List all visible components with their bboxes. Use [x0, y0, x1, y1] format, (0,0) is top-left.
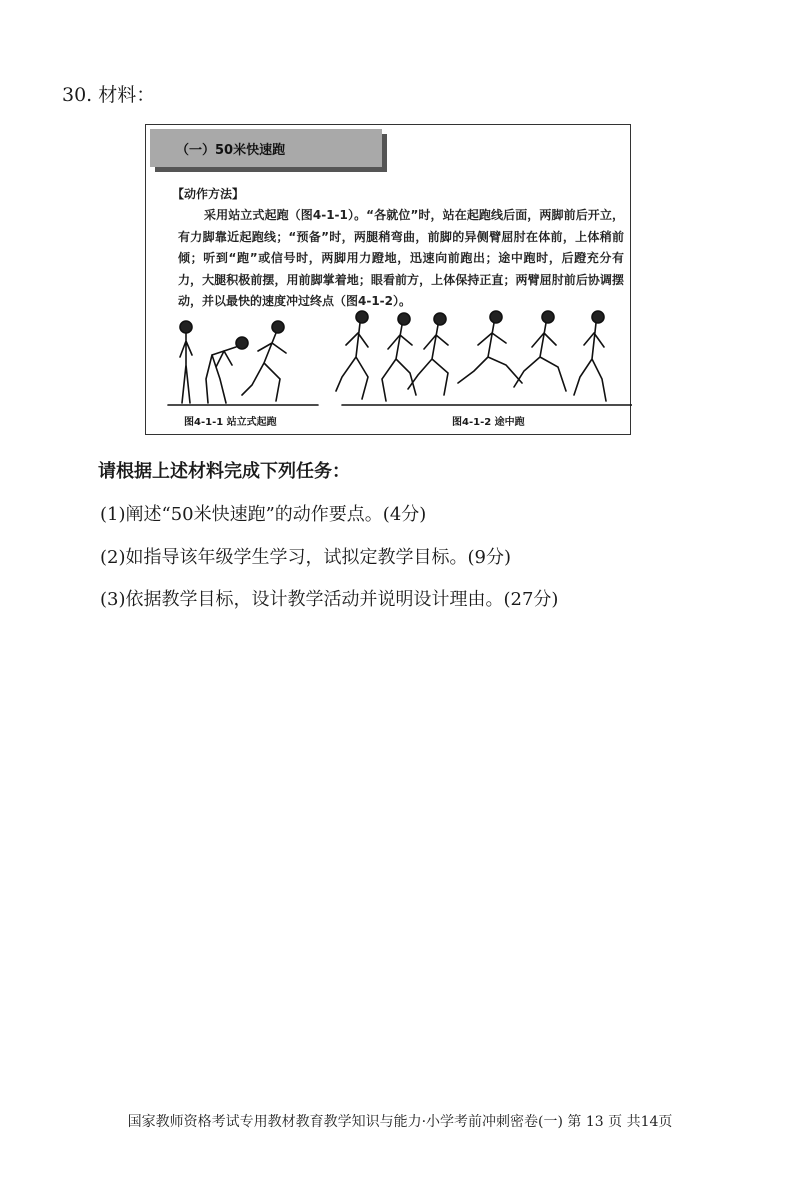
tasks-heading: 请根据上述材料完成下列任务：	[98, 461, 350, 482]
task-item-1: (1)阐述“50米快速跑”的动作要点。(4分)	[100, 504, 427, 525]
runner-sprint-3	[408, 313, 448, 395]
figures-area	[146, 305, 632, 435]
runner-standing	[180, 321, 192, 403]
material-box	[145, 124, 631, 435]
material-title-tab	[150, 129, 382, 167]
runner-sprint-1	[336, 311, 368, 399]
runner-push-off	[242, 321, 286, 401]
task-item-2: (2)如指导该年级学生学习，试拟定教学目标。(9分)	[100, 547, 511, 568]
method-heading: 【动作方法】	[172, 187, 245, 201]
question-number: 30. 材料：	[62, 84, 156, 106]
material-title: （一）50米快速跑	[176, 143, 286, 158]
runner-ready	[206, 337, 248, 403]
figure-1-caption: 图4-1-1 站立式起跑	[184, 417, 277, 428]
method-text: 采用站立式起跑（图4-1-1）。“各就位”时，站在起跑线后面，两脚前后开立，有力脚靠近起跑线；“预备”时，两腿稍弯曲，前脚的异侧臂屈肘在体前，上体稍前倾；听到“跑”或信号时，两脚用力蹬地，迅速向前跑出；途中跑时，后蹬充分有力，大腿积极前摆，用前脚掌着地；眼看前方，上体保持正直；两臂屈肘前后协调摆动，并以最快的速度冲过终点（图4-1-2）。	[178, 208, 624, 308]
figure-2-caption: 图4-1-2 途中跑	[452, 417, 525, 428]
runner-sprint-4	[458, 311, 522, 383]
runner-sprint-2	[382, 313, 416, 401]
runner-sprint-5	[514, 311, 566, 391]
runner-sprint-6	[574, 311, 606, 401]
page-footer: 国家教师资格考试专用教材教育教学知识与能力·小学考前冲刺密卷(一) 第 13 页 共14页	[127, 1114, 673, 1130]
task-item-3: (3)依据教学目标，设计教学活动并说明设计理由。(27分)	[100, 589, 559, 610]
